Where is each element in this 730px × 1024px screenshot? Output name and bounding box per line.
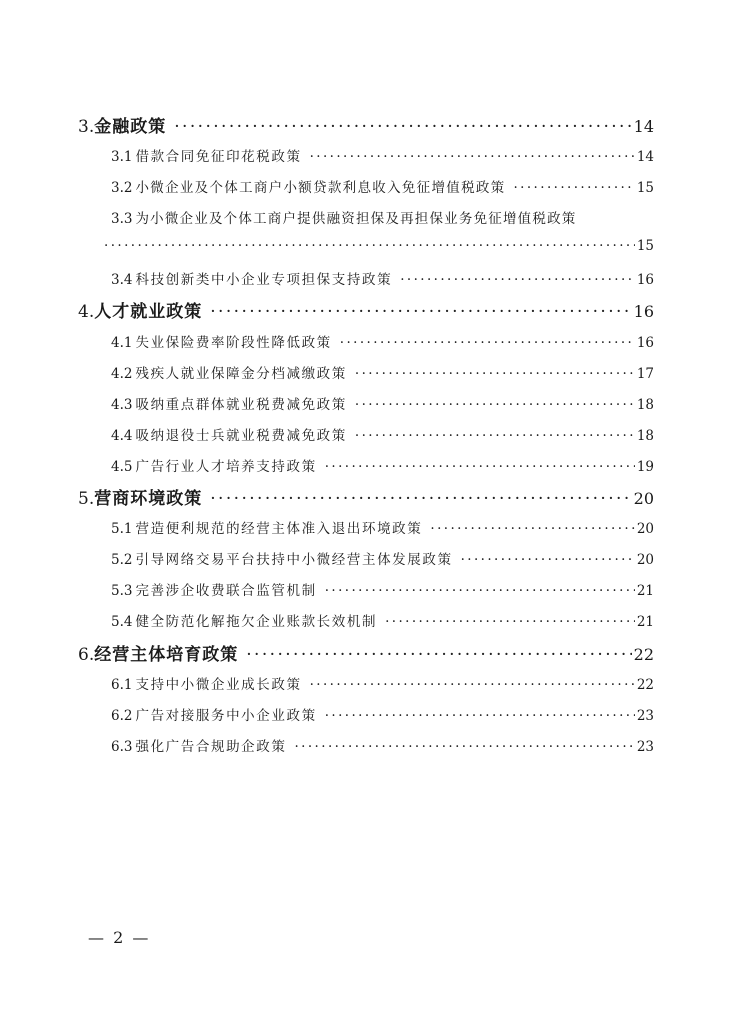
toc-number: 6.2	[111, 708, 133, 724]
toc-number: 5.	[78, 489, 95, 509]
dot-leader	[210, 489, 631, 509]
toc-item-5-4[interactable]	[111, 610, 654, 630]
toc-number: 4.2	[111, 366, 133, 382]
toc-item-3-4[interactable]	[111, 268, 654, 288]
toc-title: 科技创新类中小企业专项担保支持政策	[135, 272, 393, 288]
toc-title: 经营主体培育政策	[94, 645, 239, 665]
dot-leader	[210, 302, 631, 322]
toc-item-3-2[interactable]	[111, 176, 654, 196]
toc-number: 4.3	[111, 397, 133, 413]
toc-page-number: 18	[636, 397, 654, 413]
toc-page-number: 16	[636, 335, 654, 351]
toc-item-6-3[interactable]	[111, 735, 654, 755]
toc-page-number: 20	[633, 489, 654, 508]
toc-page-number: 17	[636, 366, 654, 382]
dot-leader	[430, 521, 634, 537]
toc-page-number: 20	[636, 521, 654, 537]
toc-item-3-3[interactable]	[111, 207, 654, 227]
dot-leader	[294, 739, 634, 755]
toc-number: 5.4	[111, 614, 133, 630]
toc-title: 引导网络交易平台扶持中小微经营主体发展政策	[135, 552, 453, 568]
toc-page-number: 22	[633, 645, 654, 664]
dot-leader	[325, 459, 635, 475]
toc-number: 5.3	[111, 583, 133, 599]
toc-title: 借款合同免征印花税政策	[135, 149, 302, 165]
toc-title: 小微企业及个体工商户小额贷款利息收入免征增值税政策	[135, 180, 506, 196]
toc-number: 3.4	[111, 272, 133, 288]
toc-section-5[interactable]	[78, 484, 654, 509]
toc-page-number: 14	[633, 117, 654, 136]
dot-leader	[325, 708, 635, 724]
dot-leader	[310, 149, 635, 165]
toc-title: 强化广告合规助企政策	[135, 739, 287, 755]
toc-item-5-1[interactable]	[111, 517, 654, 537]
toc-number: 5.1	[111, 521, 133, 537]
toc-page-number: 23	[636, 708, 654, 724]
page-footer-number: — 2 —	[88, 928, 151, 947]
toc-item-6-1[interactable]	[111, 673, 654, 693]
toc-page-number: 21	[636, 614, 654, 630]
toc-number: 3.1	[111, 149, 133, 165]
toc-number: 5.2	[111, 552, 133, 568]
toc-item-5-3[interactable]	[111, 579, 654, 599]
toc-number: 6.1	[111, 677, 133, 693]
toc-title: 为小微企业及个体工商户提供融资担保及再担保业务免征增值税政策	[135, 211, 577, 227]
toc-section-6[interactable]	[78, 640, 654, 665]
toc-title: 人才就业政策	[94, 302, 203, 322]
toc-page-number: 15	[636, 238, 654, 254]
toc-number: 3.	[78, 117, 95, 137]
toc-page-number: 20	[636, 552, 654, 568]
toc-page-number: 21	[636, 583, 654, 599]
toc-number: 4.4	[111, 428, 133, 444]
toc-title: 健全防范化解拖欠企业账款长效机制	[135, 614, 378, 630]
toc-page-number: 15	[636, 180, 654, 196]
toc-item-4-1[interactable]	[111, 331, 654, 351]
toc-section-4[interactable]	[78, 297, 654, 322]
toc-page-number: 22	[636, 677, 654, 693]
dot-leader	[355, 366, 635, 382]
toc-number: 3.3	[111, 211, 133, 227]
toc-title: 营造便利规范的经营主体准入退出环境政策	[135, 521, 423, 537]
toc-page-number: 16	[636, 272, 654, 288]
dot-leader	[104, 238, 635, 254]
toc-title: 失业保险费率阶段性降低政策	[135, 335, 332, 351]
toc-item-3-1[interactable]	[111, 145, 654, 165]
toc-item-6-2[interactable]	[111, 704, 654, 724]
dot-leader	[385, 614, 635, 630]
toc-number: 6.	[78, 645, 95, 665]
dot-leader	[400, 272, 635, 288]
toc-section-3[interactable]	[78, 112, 654, 137]
dot-leader	[246, 645, 631, 665]
toc-title: 营商环境政策	[94, 489, 203, 509]
toc-item-5-2[interactable]	[111, 548, 654, 568]
toc-item-4-3[interactable]	[111, 393, 654, 413]
dot-leader	[340, 335, 635, 351]
toc-title: 完善涉企收费联合监管机制	[135, 583, 317, 599]
dot-leader	[310, 677, 635, 693]
toc-title: 残疾人就业保障金分档减缴政策	[135, 366, 347, 382]
dot-leader	[355, 428, 635, 444]
dot-leader	[513, 180, 634, 196]
toc-page-number: 16	[633, 302, 654, 321]
toc-title: 广告行业人才培养支持政策	[135, 459, 317, 475]
toc-number: 4.1	[111, 335, 133, 351]
toc-item-4-4[interactable]	[111, 424, 654, 444]
toc-title: 金融政策	[94, 117, 167, 137]
toc-number: 4.	[78, 302, 95, 322]
dot-leader	[174, 117, 631, 137]
toc-item-4-2[interactable]	[111, 362, 654, 382]
toc-page-number: 23	[636, 739, 654, 755]
toc-item-3-3-continuation[interactable]	[104, 238, 654, 254]
toc-title: 吸纳重点群体就业税费减免政策	[135, 397, 347, 413]
dot-leader	[325, 583, 635, 599]
toc-title: 支持中小微企业成长政策	[135, 677, 302, 693]
toc-number: 4.5	[111, 459, 133, 475]
toc-page-number: 19	[636, 459, 654, 475]
dot-leader	[461, 552, 635, 568]
dot-leader	[355, 397, 635, 413]
toc-item-4-5[interactable]	[111, 455, 654, 475]
toc-number: 3.2	[111, 180, 133, 196]
toc-title: 广告对接服务中小企业政策	[135, 708, 317, 724]
toc-page-number: 14	[636, 149, 654, 165]
toc-number: 6.3	[111, 739, 133, 755]
toc-title: 吸纳退役士兵就业税费减免政策	[135, 428, 347, 444]
toc-page-number: 18	[636, 428, 654, 444]
